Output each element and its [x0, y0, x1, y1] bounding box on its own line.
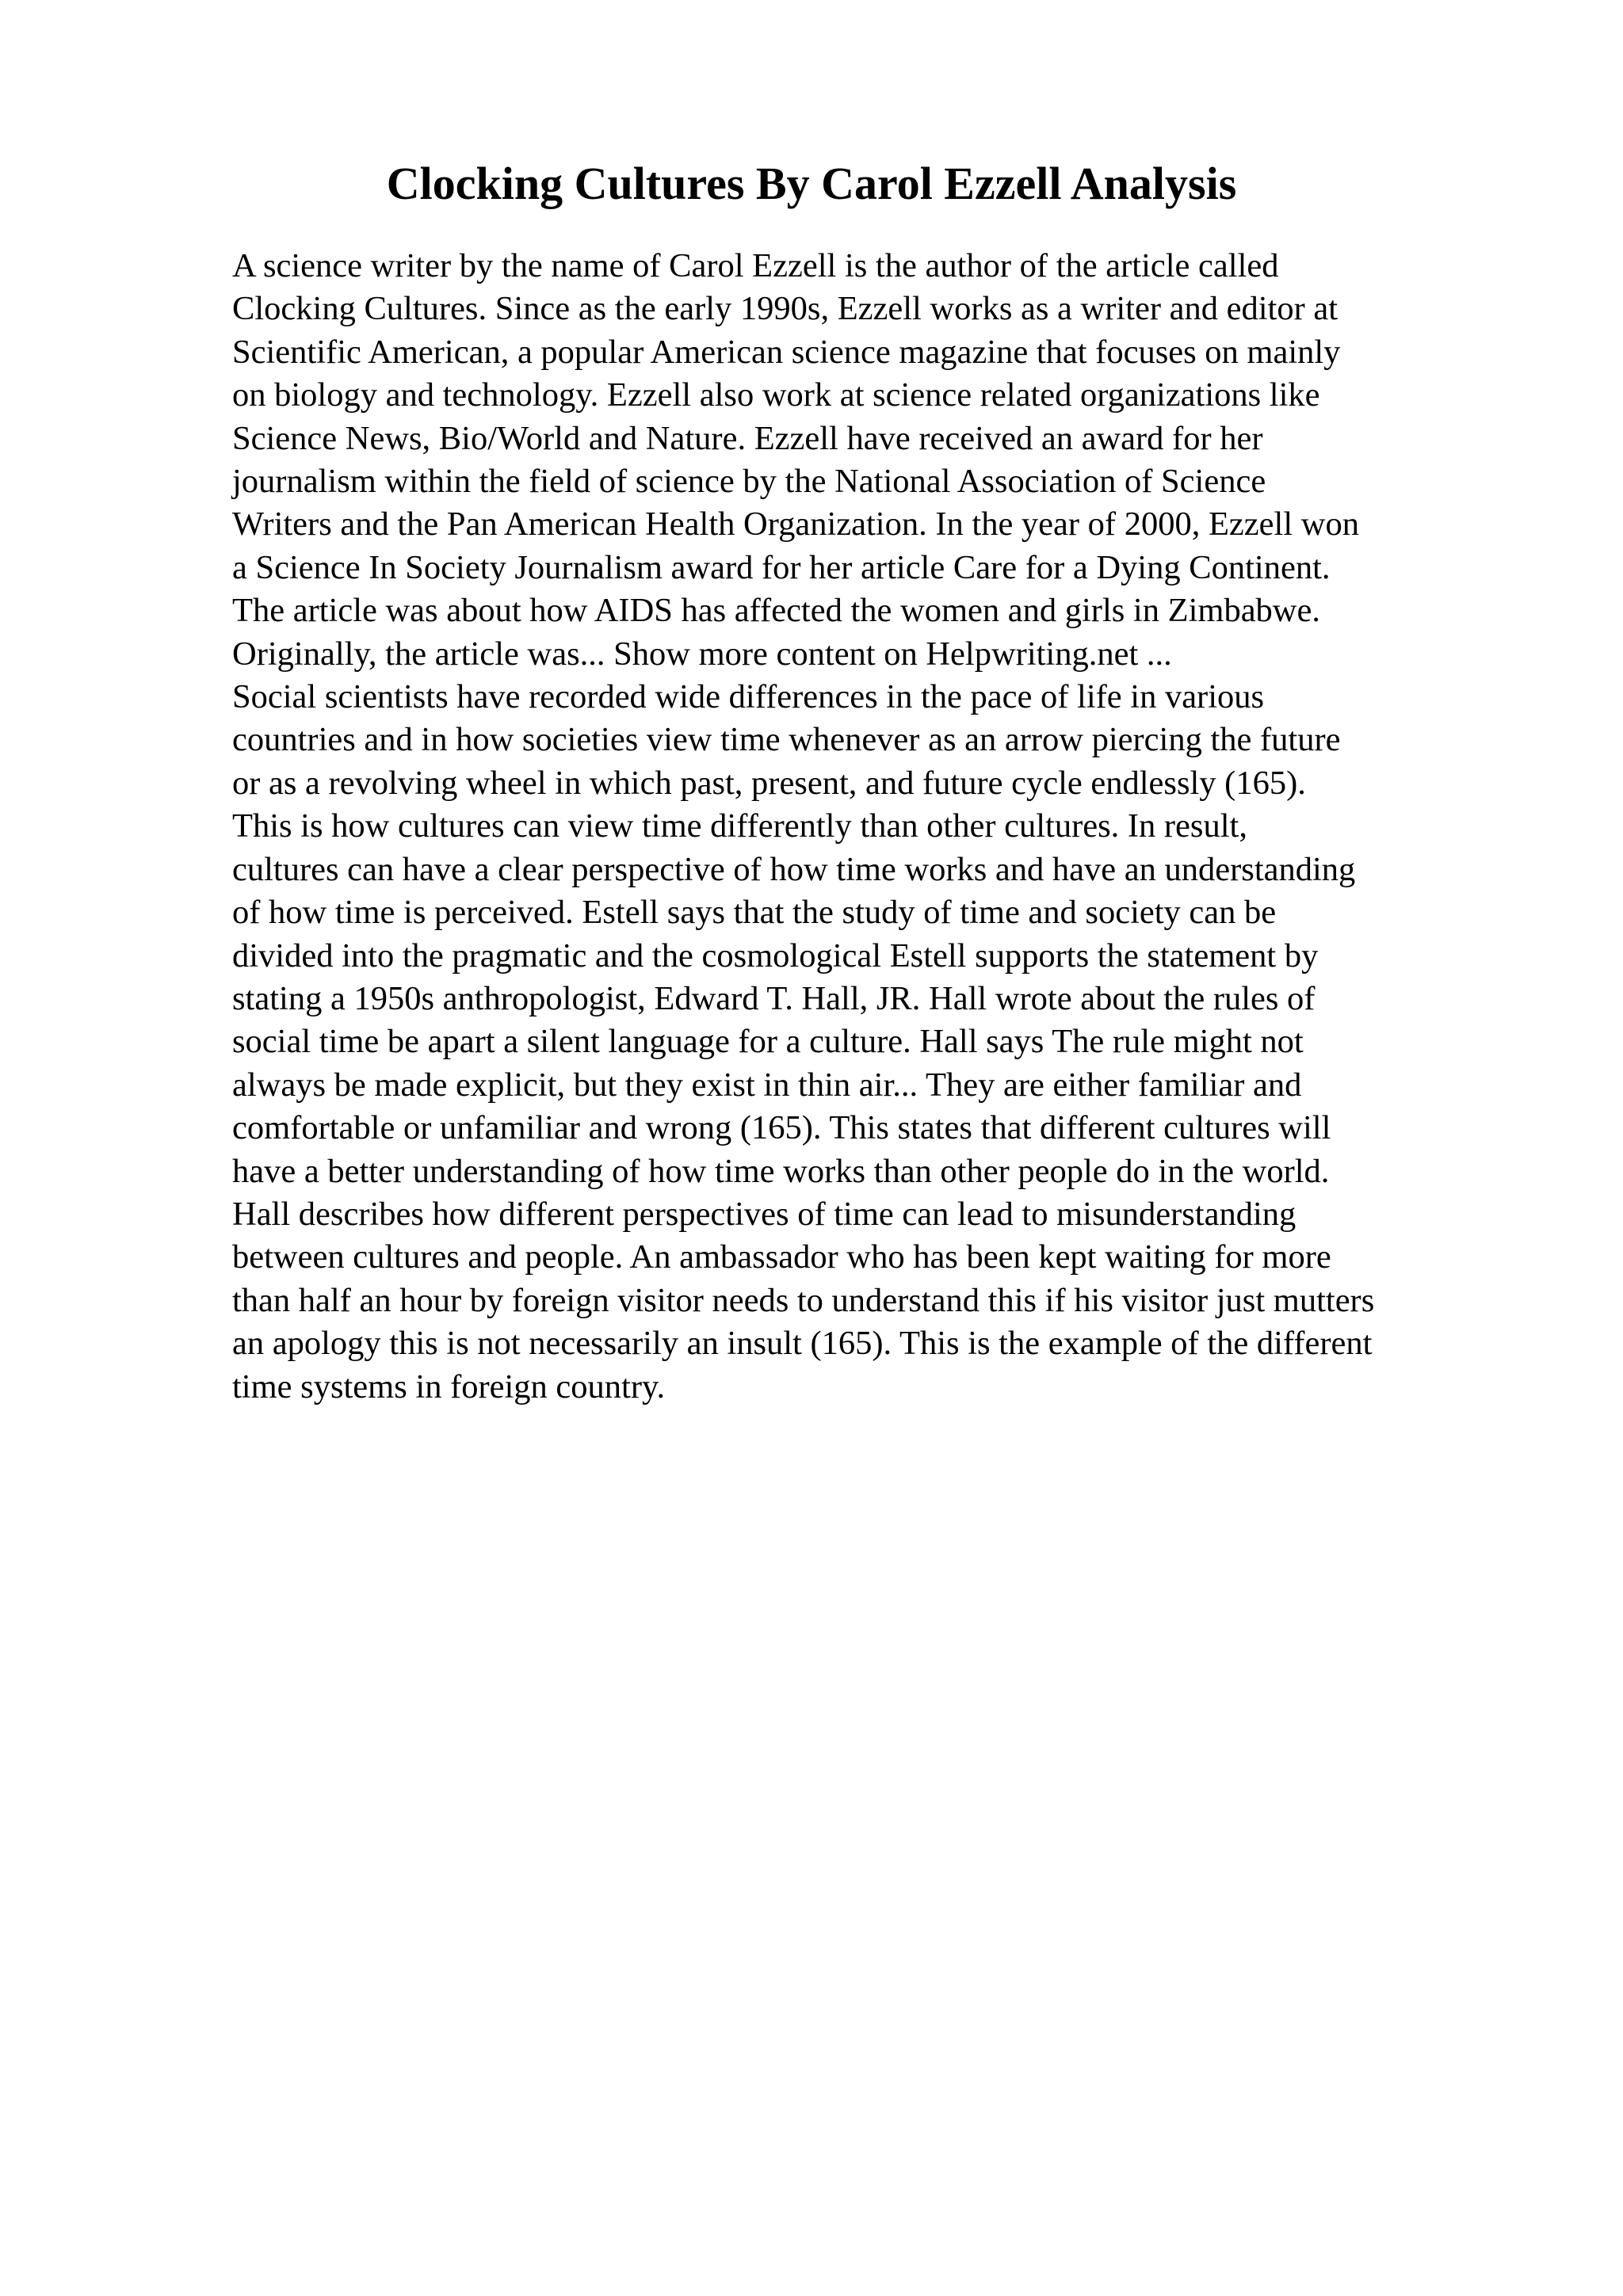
- body-line: countries and in how societies view time whenever as an arrow piercing the future: [232, 721, 1341, 759]
- body-line: Hall describes how different perspectives of time can lead to misunderstanding: [232, 1195, 1296, 1233]
- body-line: an apology this is not necessarily an insult (165). This is the example of the different: [232, 1325, 1373, 1363]
- body-line: or as a revolving wheel in which past, present, and future cycle endlessly (165).: [232, 764, 1306, 802]
- body-line: journalism within the field of science by the National Association of Science: [232, 463, 1266, 501]
- show-more-line: Originally, the article was... Show more content on Helpwriting.net ...: [232, 635, 1172, 673]
- body-line: divided into the pragmatic and the cosmological Estell supports the statement by: [232, 936, 1319, 974]
- body-line: Social scientists have recorded wide differences in the pace of life in various: [232, 678, 1265, 716]
- body-line: stating a 1950s anthropologist, Edward T. Hall, JR. Hall wrote about the rules of: [232, 979, 1316, 1017]
- body-line: a Science In Society Journalism award for her article Care for a Dying Continent.: [232, 548, 1331, 586]
- body-line: always be made explicit, but they exist in thin air... They are either familiar and: [232, 1066, 1302, 1104]
- document-title: Clocking Cultures By Carol Ezzell Analysis: [386, 158, 1237, 209]
- body-line: between cultures and people. An ambassador who has been kept waiting for more: [232, 1238, 1331, 1276]
- body-line: A science writer by the name of Carol Ezzell is the author of the article called: [232, 247, 1279, 284]
- body-line: Writers and the Pan American Health Organization. In the year of 2000, Ezzell won: [232, 505, 1359, 543]
- body-line: of how time is perceived. Estell says that the study of time and society can be: [232, 894, 1277, 932]
- body-line: Clocking Cultures. Since as the early 1990s, Ezzell works as a writer and editor at: [232, 290, 1338, 328]
- body-line: time systems in foreign country.: [232, 1367, 666, 1405]
- body-line: cultures can have a clear perspective of how time works and have an understanding: [232, 850, 1356, 888]
- body-line: Scientific American, a popular American science magazine that focuses on mainly: [232, 333, 1341, 371]
- body-line: The article was about how AIDS has affected the women and girls in Zimbabwe.: [232, 592, 1320, 630]
- body-line: This is how cultures can view time differently than other cultures. In result,: [232, 807, 1247, 845]
- document-body: [232, 245, 1516, 1409]
- body-line: have a better understanding of how time works than other people do in the world.: [232, 1152, 1330, 1190]
- body-line: comfortable or unfamiliar and wrong (165). This states that different cultures will: [232, 1109, 1331, 1147]
- body-line: than half an hour by foreign visitor needs to understand this if his visitor just mutters: [232, 1281, 1375, 1319]
- body-line: on biology and technology. Ezzell also work at science related organizations like: [232, 376, 1320, 414]
- body-line: social time be apart a silent language for a culture. Hall says The rule might not: [232, 1023, 1304, 1061]
- body-line: Science News, Bio/World and Nature. Ezzell have received an award for her: [232, 419, 1263, 457]
